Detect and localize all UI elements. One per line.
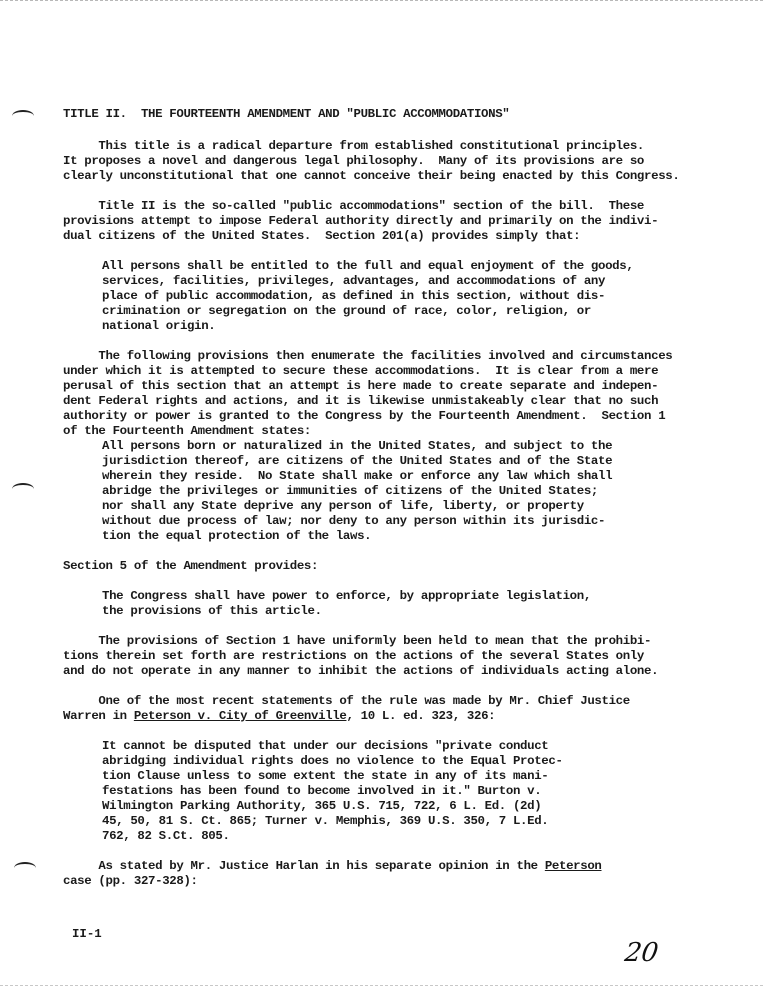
text-line: authority or power is granted to the Congress by the Fourteenth Amendment. Section 1	[63, 409, 666, 423]
page-number: II-1	[72, 927, 102, 941]
quote-line: place of public accommodation, as defined in this section, without dis-	[102, 289, 606, 303]
quote-line: tion the equal protection of the laws.	[102, 529, 372, 543]
text-line	[63, 709, 495, 724]
text-line: provisions attempt to impose Federal authority directly and primarily on the indivi-	[63, 214, 659, 228]
binder-hole-mark	[14, 862, 36, 874]
text-line: dent Federal rights and actions, and it is likewise unmistakeably clear that no such	[63, 394, 659, 408]
text-line: and do not operate in any manner to inhibit the actions of individuals acting alone.	[63, 664, 659, 678]
case-citation: Peterson	[544, 859, 602, 873]
text-line: The provisions of Section 1 have uniformly been held to mean that the prohibi-	[63, 634, 652, 648]
text-line: tions therein set forth are restrictions on the actions of the several States only	[63, 649, 645, 663]
handwritten-page-number: 20	[622, 938, 661, 968]
text-line: case (pp. 327-328):	[63, 874, 198, 888]
text-line: Section 5 of the Amendment provides:	[63, 559, 319, 573]
case-citation: Peterson v. City of Greenville	[133, 709, 347, 723]
text-segment: As stated by Mr. Justice Harlan in his separate opinion in the	[63, 859, 545, 873]
quote-line: abridge the privileges or immunities of citizens of the United States;	[102, 484, 598, 498]
text-line: perusal of this section that an attempt is here made to create separate and indepen-	[63, 379, 659, 393]
quote-line: The Congress shall have power to enforce, by appropriate legislation,	[102, 589, 591, 603]
quote-line: nor shall any State deprive any person of life, liberty, or property	[102, 499, 584, 513]
quote-line: without due process of law; nor deny to any person within its jurisdic-	[102, 514, 606, 528]
text-line: of the Fourteenth Amendment states:	[63, 424, 311, 438]
quote-line: wherein they reside. No State shall make or enforce any law which shall	[102, 469, 613, 483]
binder-hole-mark	[12, 110, 34, 122]
quote-line: services, facilities, privileges, advantages, and accommodations of any	[102, 274, 606, 288]
text-line: This title is a radical departure from established constitutional principles.	[63, 139, 645, 153]
page-bottom-border	[0, 985, 763, 986]
page-top-border	[0, 0, 763, 1]
binder-hole-mark	[12, 483, 34, 495]
text-segment: , 10 L. ed. 323, 326:	[346, 709, 496, 723]
quote-line: All persons shall be entitled to the full and equal enjoyment of the goods,	[102, 259, 634, 273]
text-line	[63, 859, 602, 874]
quote-line: It cannot be disputed that under our decisions "private conduct	[102, 739, 549, 753]
quote-line: abridging individual rights does no violence to the Equal Protec-	[102, 754, 563, 768]
text-line: The following provisions then enumerate the facilities involved and circumstances	[63, 349, 673, 363]
section-heading: TITLE II. THE FOURTEENTH AMENDMENT AND "PUBLIC ACCOMMODATIONS"	[63, 107, 510, 121]
text-line: It proposes a novel and dangerous legal philosophy. Many of its provisions are so	[63, 154, 645, 168]
quote-line: Wilmington Parking Authority, 365 U.S. 715, 722, 6 L. Ed. (2d)	[102, 799, 542, 813]
quote-line: national origin.	[102, 319, 216, 333]
quote-line: All persons born or naturalized in the United States, and subject to the	[102, 439, 613, 453]
text-line: Title II is the so-called "public accommodations" section of the bill. These	[63, 199, 645, 213]
text-line: under which it is attempted to secure these accommodations. It is clear from a mere	[63, 364, 659, 378]
quote-line: festations has been found to become involved in it." Burton v.	[102, 784, 542, 798]
quote-line: tion Clause unless to some extent the state in any of its mani-	[102, 769, 549, 783]
text-segment: Warren in	[63, 709, 134, 723]
text-line: One of the most recent statements of the rule was made by Mr. Chief Justice	[63, 694, 630, 708]
quote-line: the provisions of this article.	[102, 604, 322, 618]
quote-line: 45, 50, 81 S. Ct. 865; Turner v. Memphis, 369 U.S. 350, 7 L.Ed.	[102, 814, 549, 828]
text-line: clearly unconstitutional that one cannot conceive their being enacted by this Congress.	[63, 169, 680, 183]
quote-line: 762, 82 S.Ct. 805.	[102, 829, 230, 843]
quote-line: jurisdiction thereof, are citizens of the United States and of the State	[102, 454, 613, 468]
quote-line: crimination or segregation on the ground of race, color, religion, or	[102, 304, 591, 318]
text-line: dual citizens of the United States. Section 201(a) provides simply that:	[63, 229, 581, 243]
